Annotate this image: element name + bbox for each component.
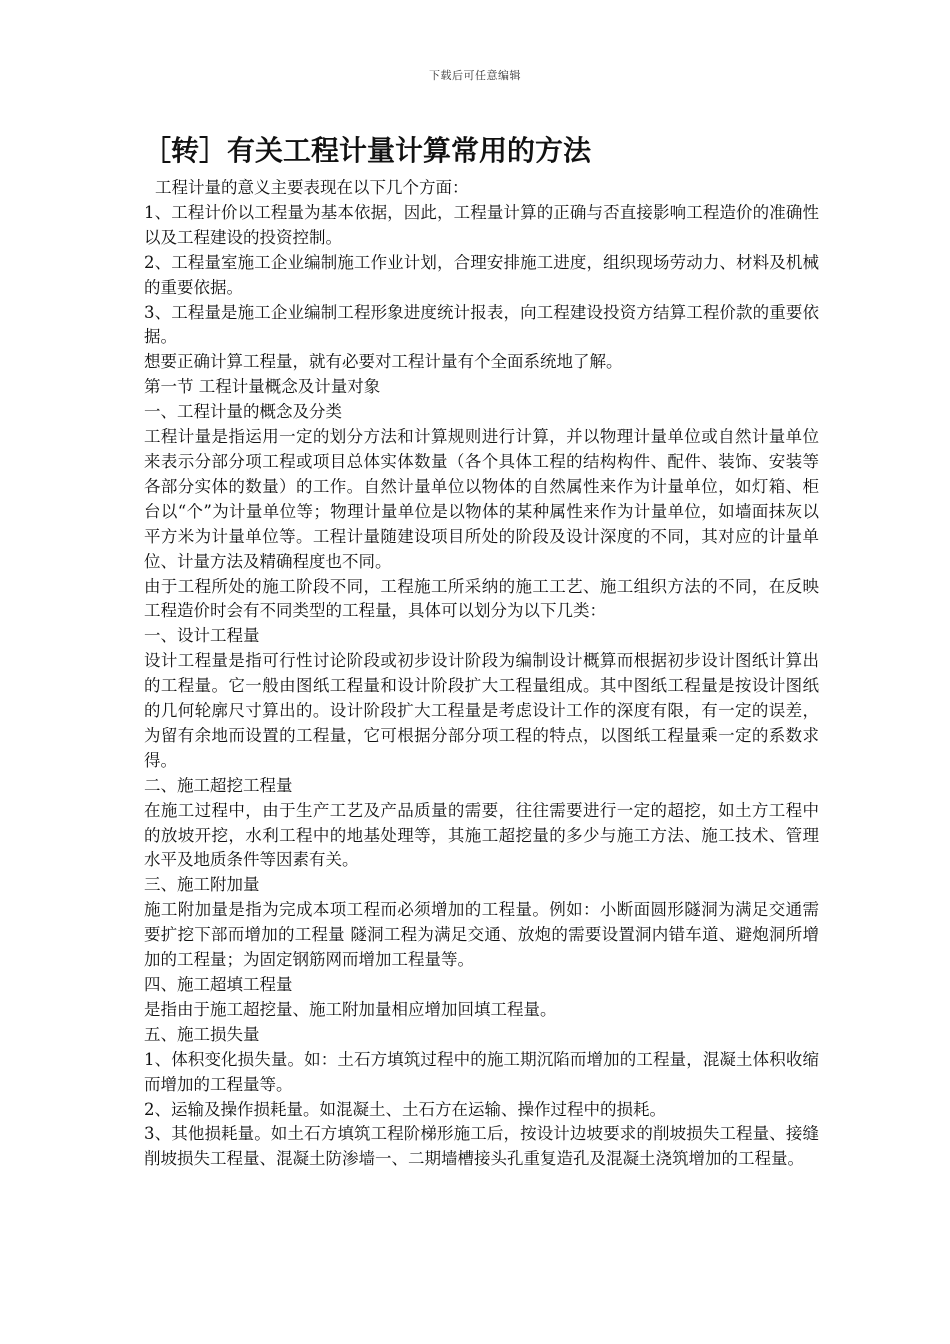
subsection-heading-loss: 五、施工损失量: [144, 1024, 260, 1044]
paragraph-design-quantity: 设计工程量是指可行性讨论阶段或初步设计阶段为编制设计概算而根据初步设计图纸计算出的工程量。它一般由图纸工程量和设计阶段扩大工程量组成。其中图纸工程量是按设计图纸的几何轮廓尺寸算出的。设计阶段扩大工程量是考虑设计工作的深度有限，有一定的误差，为留有余地而设置的工程量，它可根据分部分项工程的特点，以图纸工程量乘一定的系数求得。: [144, 651, 819, 770]
section-heading-1: 第一节 工程计量概念及计量对象: [144, 377, 381, 397]
paragraph-summary: 想要正确计算工程量，就有必要对工程计量有个全面系统地了解。: [144, 352, 623, 372]
subsection-heading-additional: 三、施工附加量: [144, 875, 260, 895]
paragraph-loss-other: 3、其他损耗量。如土石方填筑工程阶梯形施工后，按设计边坡要求的削坡损失工程量、接缝削坡损失工程量、混凝土防渗墙一、二期墙槽接头孔重复造孔及混凝土浇筑增加的工程量。: [144, 1124, 819, 1169]
paragraph-additional: 施工附加量是指为完成本项工程而必须增加的工程量。例如：小断面圆形隧洞为满足交通需要扩挖下部而增加的工程量 隧洞工程为满足交通、放炮的需要设置洞内错车道、避炮洞所增加的工程量；为固定钢筋网而增加工程量等。: [144, 900, 819, 970]
page-header-note: 下载后可任意编辑: [429, 69, 521, 82]
paragraph-classification-intro: 由于工程所处的施工阶段不同，工程施工所采纳的施工工艺、施工组织方法的不同，在反映工程造价时会有不同类型的工程量，具体可以划分为以下几类：: [144, 576, 819, 621]
paragraph-loss-volume: 1、体积变化损失量。如：土石方填筑过程中的施工期沉陷而增加的工程量，混凝土体积收缩而增加的工程量等。: [144, 1049, 819, 1094]
paragraph-point-3: 3、工程量是施工企业编制工程形象进度统计报表，向工程建设投资方结算工程价款的重要依据。: [144, 302, 819, 347]
paragraph-concept-definition: 工程计量是指运用一定的划分方法和计算规则进行计算，并以物理计量单位或自然计量单位来表示分部分项工程或项目总体实体数量（各个具体工程的结构构件、配件、装饰、安装等各部分实体的数量）的工作。自然计量单位以物体的自然属性来作为计量单位，如灯箱、柜台以“个”为计量单位等；物理计量单位是以物体的某种属性来作为计量单位，如墙面抹灰以平方米为计量单位等。工程计量随建设项目所处的阶段及设计深度的不同，其对应的计量单位、计量方法及精确程度也不同。: [144, 427, 819, 571]
subsection-heading-concept: 一、工程计量的概念及分类: [144, 402, 342, 422]
paragraph-overfill: 是指由于施工超挖量、施工附加量相应增加回填工程量。: [144, 999, 557, 1019]
subsection-heading-overfill: 四、施工超填工程量: [144, 975, 293, 994]
subsection-heading-design: 一、设计工程量: [144, 626, 260, 646]
paragraph-point-1: 1、工程计价以工程量为基本依据，因此，工程量计算的正确与否直接影响工程造价的准确性以及工程建设的投资控制。: [144, 202, 819, 247]
paragraph-overexcavation: 在施工过程中，由于生产工艺及产品质量的需要，往往需要进行一定的超挖，如土方工程中的放坡开挖，水利工程中的地基处理等，其施工超挖量的多少与施工方法、施工技术、管理水平及地质条件等因素有关。: [144, 800, 819, 870]
subsection-heading-overexcavation: 二、施工超挖工程量: [144, 775, 293, 795]
document-title: ［转］有关工程计量计算常用的方法: [143, 134, 592, 167]
paragraph-point-2: 2、工程量室施工企业编制施工作业计划，合理安排施工进度，组织现场劳动力、材料及机械的重要依据。: [144, 252, 819, 297]
paragraph-loss-transport: 2、运输及操作损耗量。如混凝土、土石方在运输、操作过程中的损耗。: [144, 1099, 666, 1119]
document-body: [144, 176, 819, 1172]
paragraph-intro: 工程计量的意义主要表现在以下几个方面：: [155, 178, 469, 197]
